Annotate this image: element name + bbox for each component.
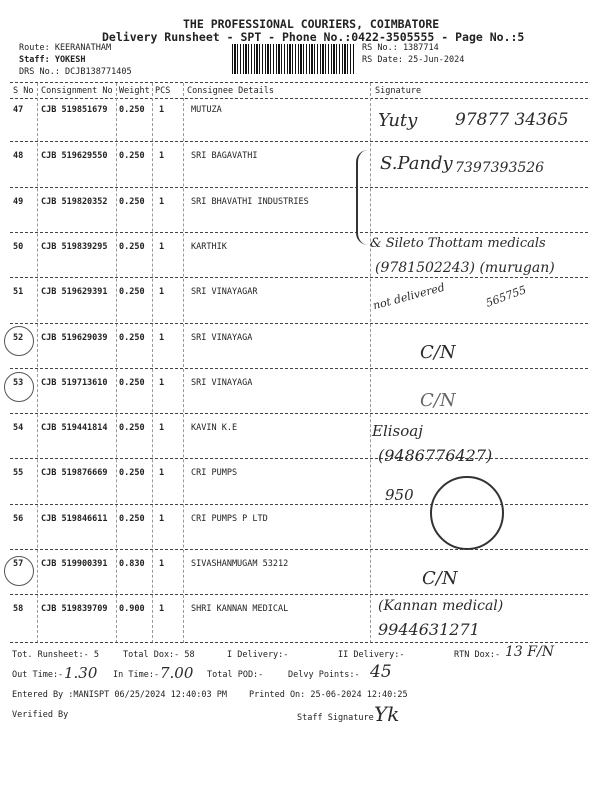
staff-label: Staff: YOKESH	[19, 55, 86, 65]
row-consignment: CJB 519713610	[41, 378, 108, 388]
table-row	[0, 331, 600, 351]
row-pcs: 1	[159, 242, 165, 252]
table-row	[0, 466, 600, 486]
row-divider	[10, 277, 588, 278]
row-consignment: CJB 519851679	[41, 105, 108, 115]
row-pcs: 1	[159, 559, 165, 569]
num-55: 950	[385, 486, 414, 504]
row-sno: 51	[13, 287, 24, 297]
row-weight: 0.250	[119, 151, 145, 161]
row-weight: 0.250	[119, 242, 145, 252]
signature-52: C/N	[420, 342, 456, 363]
table-row	[0, 512, 600, 532]
row-consignment: CJB 519629039	[41, 333, 108, 343]
row-divider	[10, 368, 588, 369]
row-weight: 0.250	[119, 105, 145, 115]
row-consignee: KARTHIK	[191, 242, 227, 252]
table-row	[0, 421, 600, 441]
col-consignment: Consignment No	[41, 86, 113, 96]
signature-54: Elisoaj	[372, 422, 423, 440]
row-divider	[10, 594, 588, 595]
row-mark-53	[4, 372, 34, 402]
company-title: THE PROFESSIONAL COURIERS, COIMBATORE	[183, 17, 440, 31]
staff-signature-label: Staff Signature	[297, 713, 374, 723]
signature-scribble-47: Yuty	[378, 110, 418, 131]
rtn-dox: RTN Dox:-	[454, 650, 501, 660]
col-consignee: Consignee Details	[187, 86, 274, 96]
in-time: In Time:-	[113, 670, 160, 680]
row-consignment: CJB 519839709	[41, 604, 108, 614]
runsheet-subtitle: Delivery Runsheet - SPT - Phone No.:0422-3505555 - Page No.:5	[102, 30, 525, 44]
row-sno: 47	[13, 105, 24, 115]
col-weight: Weight	[119, 86, 150, 96]
row-weight: 0.250	[119, 423, 145, 433]
rtn-dox-value: 13 F/N	[505, 644, 554, 660]
table-row	[0, 602, 600, 622]
row-consignee: SRI VINAYAGAR	[191, 287, 258, 297]
bracket-48-49	[356, 150, 372, 245]
row-consignment: CJB 519846611	[41, 514, 108, 524]
rs-date: RS Date: 25-Jun-2024	[362, 55, 465, 65]
out-time-value: 1.30	[64, 664, 98, 682]
delvy-points-value: 45	[370, 662, 392, 682]
row-sno: 54	[13, 423, 24, 433]
delvy-points: Delvy Points:-	[288, 670, 360, 680]
company-stamp	[430, 476, 504, 550]
printed-on: Printed On: 25-06-2024 12:40:25	[249, 690, 408, 700]
row-weight: 0.250	[119, 333, 145, 343]
row-mark-57	[4, 556, 34, 586]
row-consignee: MUTUZA	[191, 105, 222, 115]
row-consignee: SRI VINAYAGA	[191, 333, 253, 343]
row-sno: 57	[13, 559, 24, 569]
footer-divider	[10, 642, 588, 643]
row-divider	[10, 232, 588, 233]
header-divider	[10, 82, 588, 83]
signature-47: 97877 34365	[455, 110, 569, 130]
row-consignee: SIVASHANMUGAM 53212	[191, 559, 289, 569]
col-signature: Signature	[375, 86, 422, 96]
total-pod: Total POD:-	[207, 670, 264, 680]
signature-57: C/N	[422, 568, 458, 589]
signature-50: & Sileto Thottam medicals	[370, 236, 546, 251]
ii-delivery: II Delivery:-	[338, 650, 405, 660]
num-51: 565755	[484, 283, 528, 310]
row-sno: 50	[13, 242, 24, 252]
row-divider	[10, 413, 588, 414]
signature-58: (Kannan medical)	[378, 598, 504, 614]
row-divider	[10, 141, 588, 142]
row-pcs: 1	[159, 105, 165, 115]
col-pcs: PCS	[155, 86, 171, 96]
row-consignment: CJB 519876669	[41, 468, 108, 478]
row-sno: 48	[13, 151, 24, 161]
row-pcs: 1	[159, 378, 165, 388]
in-time-value: 7.00	[160, 664, 194, 682]
table-row	[0, 557, 600, 577]
barcode	[232, 44, 354, 74]
row-divider	[10, 549, 588, 550]
row-mark-52	[4, 326, 34, 356]
row-sno: 52	[13, 333, 24, 343]
tot-runsheet: Tot. Runsheet:- 5	[12, 650, 99, 660]
entered-by: Entered By :MANISPT 06/25/2024 12:40:03 PM	[12, 690, 227, 700]
col-sno: S No	[13, 86, 34, 96]
total-dox: Total Dox:- 58	[123, 650, 195, 660]
row-consignee: SRI BHAVATHI INDUSTRIES	[191, 197, 309, 207]
row-pcs: 1	[159, 514, 165, 524]
row-consignee: CRI PUMPS P LTD	[191, 514, 268, 524]
row-pcs: 1	[159, 423, 165, 433]
rs-number: RS No.: 1387714	[362, 43, 439, 53]
row-divider	[10, 187, 588, 188]
row-consignment: CJB 519820352	[41, 197, 108, 207]
phone-58: 9944631271	[378, 620, 480, 639]
signature-48: 7397393526	[455, 160, 545, 176]
row-sno: 58	[13, 604, 24, 614]
row-weight: 0.830	[119, 559, 145, 569]
row-weight: 0.250	[119, 197, 145, 207]
row-pcs: 1	[159, 333, 165, 343]
row-consignee: KAVIN K.E	[191, 423, 238, 433]
row-sno: 49	[13, 197, 24, 207]
row-divider	[10, 323, 588, 324]
row-consignment: CJB 519839295	[41, 242, 108, 252]
row-weight: 0.250	[119, 468, 145, 478]
row-consignment: CJB 519629391	[41, 287, 108, 297]
row-divider	[10, 458, 588, 459]
route-label: Route: KEERANATHAM	[19, 43, 112, 53]
row-pcs: 1	[159, 197, 165, 207]
row-consignment: CJB 519900391	[41, 559, 108, 569]
row-pcs: 1	[159, 468, 165, 478]
column-header-divider	[10, 98, 588, 99]
staff-signature: Yk	[374, 702, 400, 726]
row-consignment: CJB 519441814	[41, 423, 108, 433]
row-pcs: 1	[159, 604, 165, 614]
table-row	[0, 195, 600, 215]
row-weight: 0.250	[119, 514, 145, 524]
row-weight: 0.250	[119, 378, 145, 388]
row-pcs: 1	[159, 151, 165, 161]
row-consignee: SHRI KANNAN MEDICAL	[191, 604, 289, 614]
row-consignee: CRI PUMPS	[191, 468, 238, 478]
row-consignee: SRI BAGAVATHI	[191, 151, 258, 161]
row-weight: 0.900	[119, 604, 145, 614]
table-row	[0, 376, 600, 396]
signature-53: C/N	[420, 390, 456, 411]
row-sno: 56	[13, 514, 24, 524]
drs-number: DRS No.: DCJB138771405	[19, 67, 132, 77]
row-sno: 55	[13, 468, 24, 478]
row-consignee: SRI VINAYAGA	[191, 378, 253, 388]
note-51: not delivered	[371, 280, 447, 313]
row-pcs: 1	[159, 287, 165, 297]
signature-55: (9486776427)	[378, 446, 493, 465]
row-weight: 0.250	[119, 287, 145, 297]
out-time: Out Time:-	[12, 670, 64, 680]
i-delivery: I Delivery:-	[227, 650, 289, 660]
row-consignment: CJB 519629550	[41, 151, 108, 161]
signature-scribble-48: S.Pandy	[380, 153, 453, 174]
signature-51: (9781502243) (murugan)	[375, 260, 555, 276]
row-sno: 53	[13, 378, 24, 388]
verified-by: Verified By	[12, 710, 69, 720]
